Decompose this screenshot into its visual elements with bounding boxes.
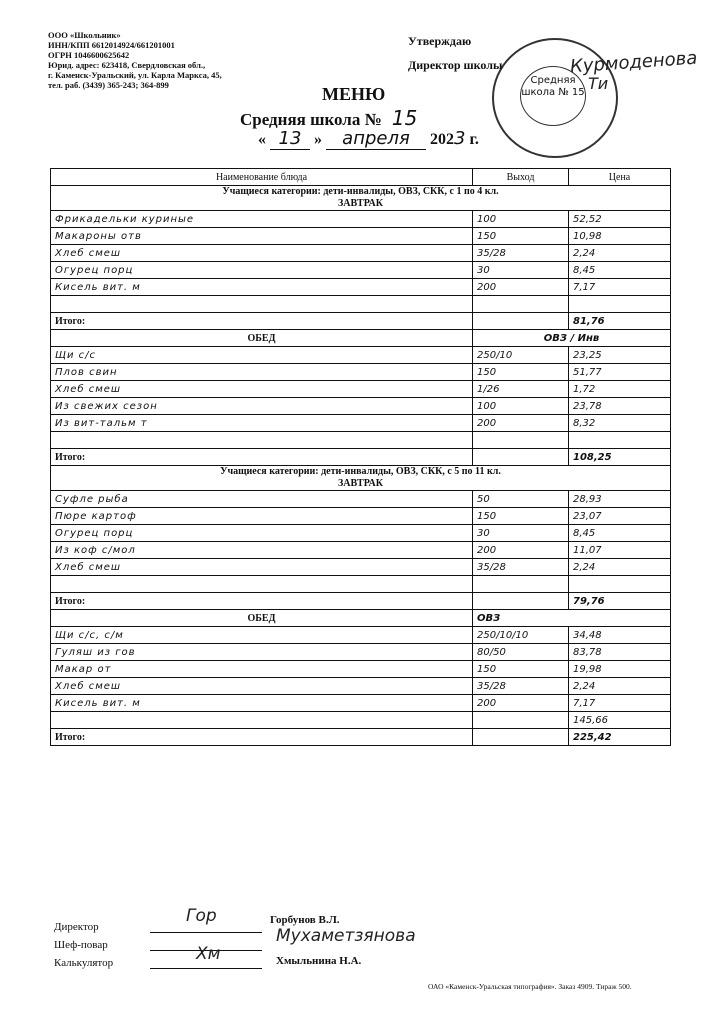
school-number: 15 xyxy=(391,106,418,130)
dish-price: 34,48 xyxy=(569,627,671,644)
director-label: Директор школы xyxy=(408,58,503,72)
director-signature-2: Ти xyxy=(588,74,609,93)
subtotal-row xyxy=(51,712,671,729)
dish-output: 30 xyxy=(473,525,569,542)
total-row-s1-lunch xyxy=(51,449,671,466)
dish-output: 1/26 xyxy=(473,381,569,398)
table-row xyxy=(51,228,671,245)
table-row xyxy=(51,661,671,678)
dish-output: 150 xyxy=(473,508,569,525)
dish-name: Фрикадельки куриные xyxy=(51,211,473,228)
table-row xyxy=(51,347,671,364)
footer-director-signature: Гор xyxy=(186,906,217,926)
director-sign-line xyxy=(150,932,262,933)
lunch-2-note: ОВЗ xyxy=(473,610,671,627)
dish-name: Щи с/с, с/м xyxy=(51,627,473,644)
footer-director-name: Горбунов В.Л. xyxy=(270,914,340,926)
table-row xyxy=(51,508,671,525)
dish-price: 8,45 xyxy=(569,262,671,279)
total-row-s2-breakfast xyxy=(51,593,671,610)
org-name: ООО «Школьник» xyxy=(48,30,121,40)
dish-price: 8,45 xyxy=(569,525,671,542)
dish-price: 2,24 xyxy=(569,245,671,262)
org-inn: ИНН/КПП 6612014924/661201001 xyxy=(48,40,175,50)
org-ogrn: ОГРН 1046600625642 xyxy=(48,50,130,60)
footer-director-label: Директор xyxy=(54,921,99,933)
dish-price: 2,24 xyxy=(569,678,671,695)
table-row xyxy=(51,627,671,644)
total-row-s1-breakfast xyxy=(51,313,671,330)
category-2-label: Учащиеся категории: дети-инвалиды, ОВЗ, СКК, с 5 по 11 кл. xyxy=(220,466,501,477)
table-row xyxy=(51,381,671,398)
dish-price: 51,77 xyxy=(569,364,671,381)
dish-price: 52,52 xyxy=(569,211,671,228)
total-row-s2-lunch xyxy=(51,729,671,746)
org-address-2: г. Каменск-Уральский, ул. Карла Маркса, 45, xyxy=(48,70,222,80)
empty-row xyxy=(51,296,671,313)
lunch-2-label: ОБЕД xyxy=(51,610,473,627)
date-month: апреля xyxy=(326,128,426,150)
dish-price: 7,17 xyxy=(569,695,671,712)
dish-name: Кисель вит. м xyxy=(51,279,473,296)
total-value: 225,42 xyxy=(569,729,671,746)
dish-name: Хлеб смеш xyxy=(51,381,473,398)
table-row xyxy=(51,415,671,432)
dish-output: 80/50 xyxy=(473,644,569,661)
table-row xyxy=(51,525,671,542)
total-value: 108,25 xyxy=(569,449,671,466)
empty-row xyxy=(51,432,671,449)
dish-name: Щи с/с xyxy=(51,347,473,364)
table-row xyxy=(51,245,671,262)
empty-row xyxy=(51,576,671,593)
dish-name: Макар от xyxy=(51,661,473,678)
dish-price: 23,25 xyxy=(569,347,671,364)
table-row xyxy=(51,678,671,695)
dish-output: 35/28 xyxy=(473,559,569,576)
dish-output: 250/10 xyxy=(473,347,569,364)
dish-price: 7,17 xyxy=(569,279,671,296)
dish-output: 200 xyxy=(473,542,569,559)
page-title: МЕНЮ xyxy=(322,84,386,104)
section2-breakfast-rows xyxy=(51,491,671,576)
table-row xyxy=(51,364,671,381)
header-price: Цена xyxy=(569,169,671,186)
dish-name: Из вит-тальм т xyxy=(51,415,473,432)
dish-name: Макароны отв xyxy=(51,228,473,245)
section2-lunch-rows xyxy=(51,627,671,712)
dish-price: 23,78 xyxy=(569,398,671,415)
dish-price: 1,72 xyxy=(569,381,671,398)
table-header-row xyxy=(51,169,671,186)
director-signature: Курмоденова xyxy=(569,47,698,78)
dish-output: 200 xyxy=(473,279,569,296)
dish-price: 83,78 xyxy=(569,644,671,661)
school-line xyxy=(240,106,417,130)
dish-name: Хлеб смеш xyxy=(51,245,473,262)
breakfast-2-label: ЗАВТРАК xyxy=(337,478,383,489)
category-1-label: Учащиеся категории: дети-инвалиды, ОВЗ, СКК, с 1 по 4 кл. xyxy=(222,186,499,197)
dish-name: Кисель вит. м xyxy=(51,695,473,712)
dish-price: 8,32 xyxy=(569,415,671,432)
footer-chef-label: Шеф-повар xyxy=(54,939,108,951)
dish-price: 28,93 xyxy=(569,491,671,508)
school-label: Средняя школа № xyxy=(240,110,382,129)
organization-details xyxy=(48,30,222,90)
dish-output: 200 xyxy=(473,415,569,432)
dish-name: Суфле рыба xyxy=(51,491,473,508)
total-label: Итого: xyxy=(51,593,473,610)
dish-output: 150 xyxy=(473,364,569,381)
section1-lunch-rows xyxy=(51,347,671,432)
dish-name: Плов свин xyxy=(51,364,473,381)
printer-info: ОАО «Каменск-Уральская типография». Заказ 4909. Тираж 500. xyxy=(428,982,632,991)
total-label: Итого: xyxy=(51,729,473,746)
dish-name: Из коф с/мол xyxy=(51,542,473,559)
date-year-end: г. xyxy=(469,131,479,148)
dish-name: Хлеб смеш xyxy=(51,678,473,695)
dish-output: 100 xyxy=(473,211,569,228)
dish-name: Из свежих сезон xyxy=(51,398,473,415)
footer-calculator-name: Хмыльнина Н.А. xyxy=(276,955,362,967)
table-row xyxy=(51,262,671,279)
category-row-1 xyxy=(51,186,671,211)
lunch-2-header xyxy=(51,610,671,627)
date-year-prefix: 202 xyxy=(430,131,454,148)
dish-output: 250/10/10 xyxy=(473,627,569,644)
dish-price: 19,98 xyxy=(569,661,671,678)
table-row xyxy=(51,398,671,415)
stamp-text: Средняя школа № 15 xyxy=(520,66,586,126)
dish-price: 23,07 xyxy=(569,508,671,525)
dish-name: Пюре картоф xyxy=(51,508,473,525)
footer-calculator-signature: Хм xyxy=(196,944,221,964)
dish-name: Огурец порц xyxy=(51,262,473,279)
dish-price: 2,24 xyxy=(569,559,671,576)
dish-output: 200 xyxy=(473,695,569,712)
dish-output: 150 xyxy=(473,228,569,245)
table-row xyxy=(51,542,671,559)
footer-chef-signature: Мухаметзянова xyxy=(276,926,416,946)
table-row xyxy=(51,695,671,712)
section1-breakfast-rows xyxy=(51,211,671,296)
footer-calculator-label: Калькулятор xyxy=(54,957,114,969)
dish-output: 100 xyxy=(473,398,569,415)
table-row xyxy=(51,644,671,661)
header-output: Выход xyxy=(473,169,569,186)
date-year-suffix: 3 xyxy=(454,128,466,149)
lunch-1-label: ОБЕД xyxy=(51,330,473,347)
category-row-2 xyxy=(51,466,671,491)
header-dish-name: Наименование блюда xyxy=(51,169,473,186)
dish-price: 10,98 xyxy=(569,228,671,245)
date-close-quote: » xyxy=(314,131,322,148)
table-row xyxy=(51,491,671,508)
dish-output: 150 xyxy=(473,661,569,678)
org-phone: тел. раб. (3439) 365-243; 364-899 xyxy=(48,80,169,90)
calculator-sign-line xyxy=(150,968,262,969)
lunch-1-note: ОВЗ / Инв xyxy=(473,330,671,347)
menu-date xyxy=(258,128,479,150)
table-row xyxy=(51,211,671,228)
table-row xyxy=(51,279,671,296)
dish-output: 50 xyxy=(473,491,569,508)
dish-output: 30 xyxy=(473,262,569,279)
total-label: Итого: xyxy=(51,313,473,330)
lunch-1-header xyxy=(51,330,671,347)
dish-output: 35/28 xyxy=(473,678,569,695)
dish-name: Хлеб смеш xyxy=(51,559,473,576)
lunch-2-subtotal: 145,66 xyxy=(569,712,671,729)
dish-price: 11,07 xyxy=(569,542,671,559)
approved-label: Утверждаю xyxy=(408,34,472,48)
org-address-1: Юрид. адрес: 623418, Свердловская обл., xyxy=(48,60,206,70)
dish-output: 35/28 xyxy=(473,245,569,262)
breakfast-1-label: ЗАВТРАК xyxy=(337,198,383,209)
total-value: 79,76 xyxy=(569,593,671,610)
dish-name: Гуляш из гов xyxy=(51,644,473,661)
total-value: 81,76 xyxy=(569,313,671,330)
dish-name: Огурец порц xyxy=(51,525,473,542)
date-day: 13 xyxy=(270,128,310,150)
date-open-quote: « xyxy=(258,131,266,148)
total-label: Итого: xyxy=(51,449,473,466)
table-row xyxy=(51,559,671,576)
menu-table xyxy=(50,168,671,746)
